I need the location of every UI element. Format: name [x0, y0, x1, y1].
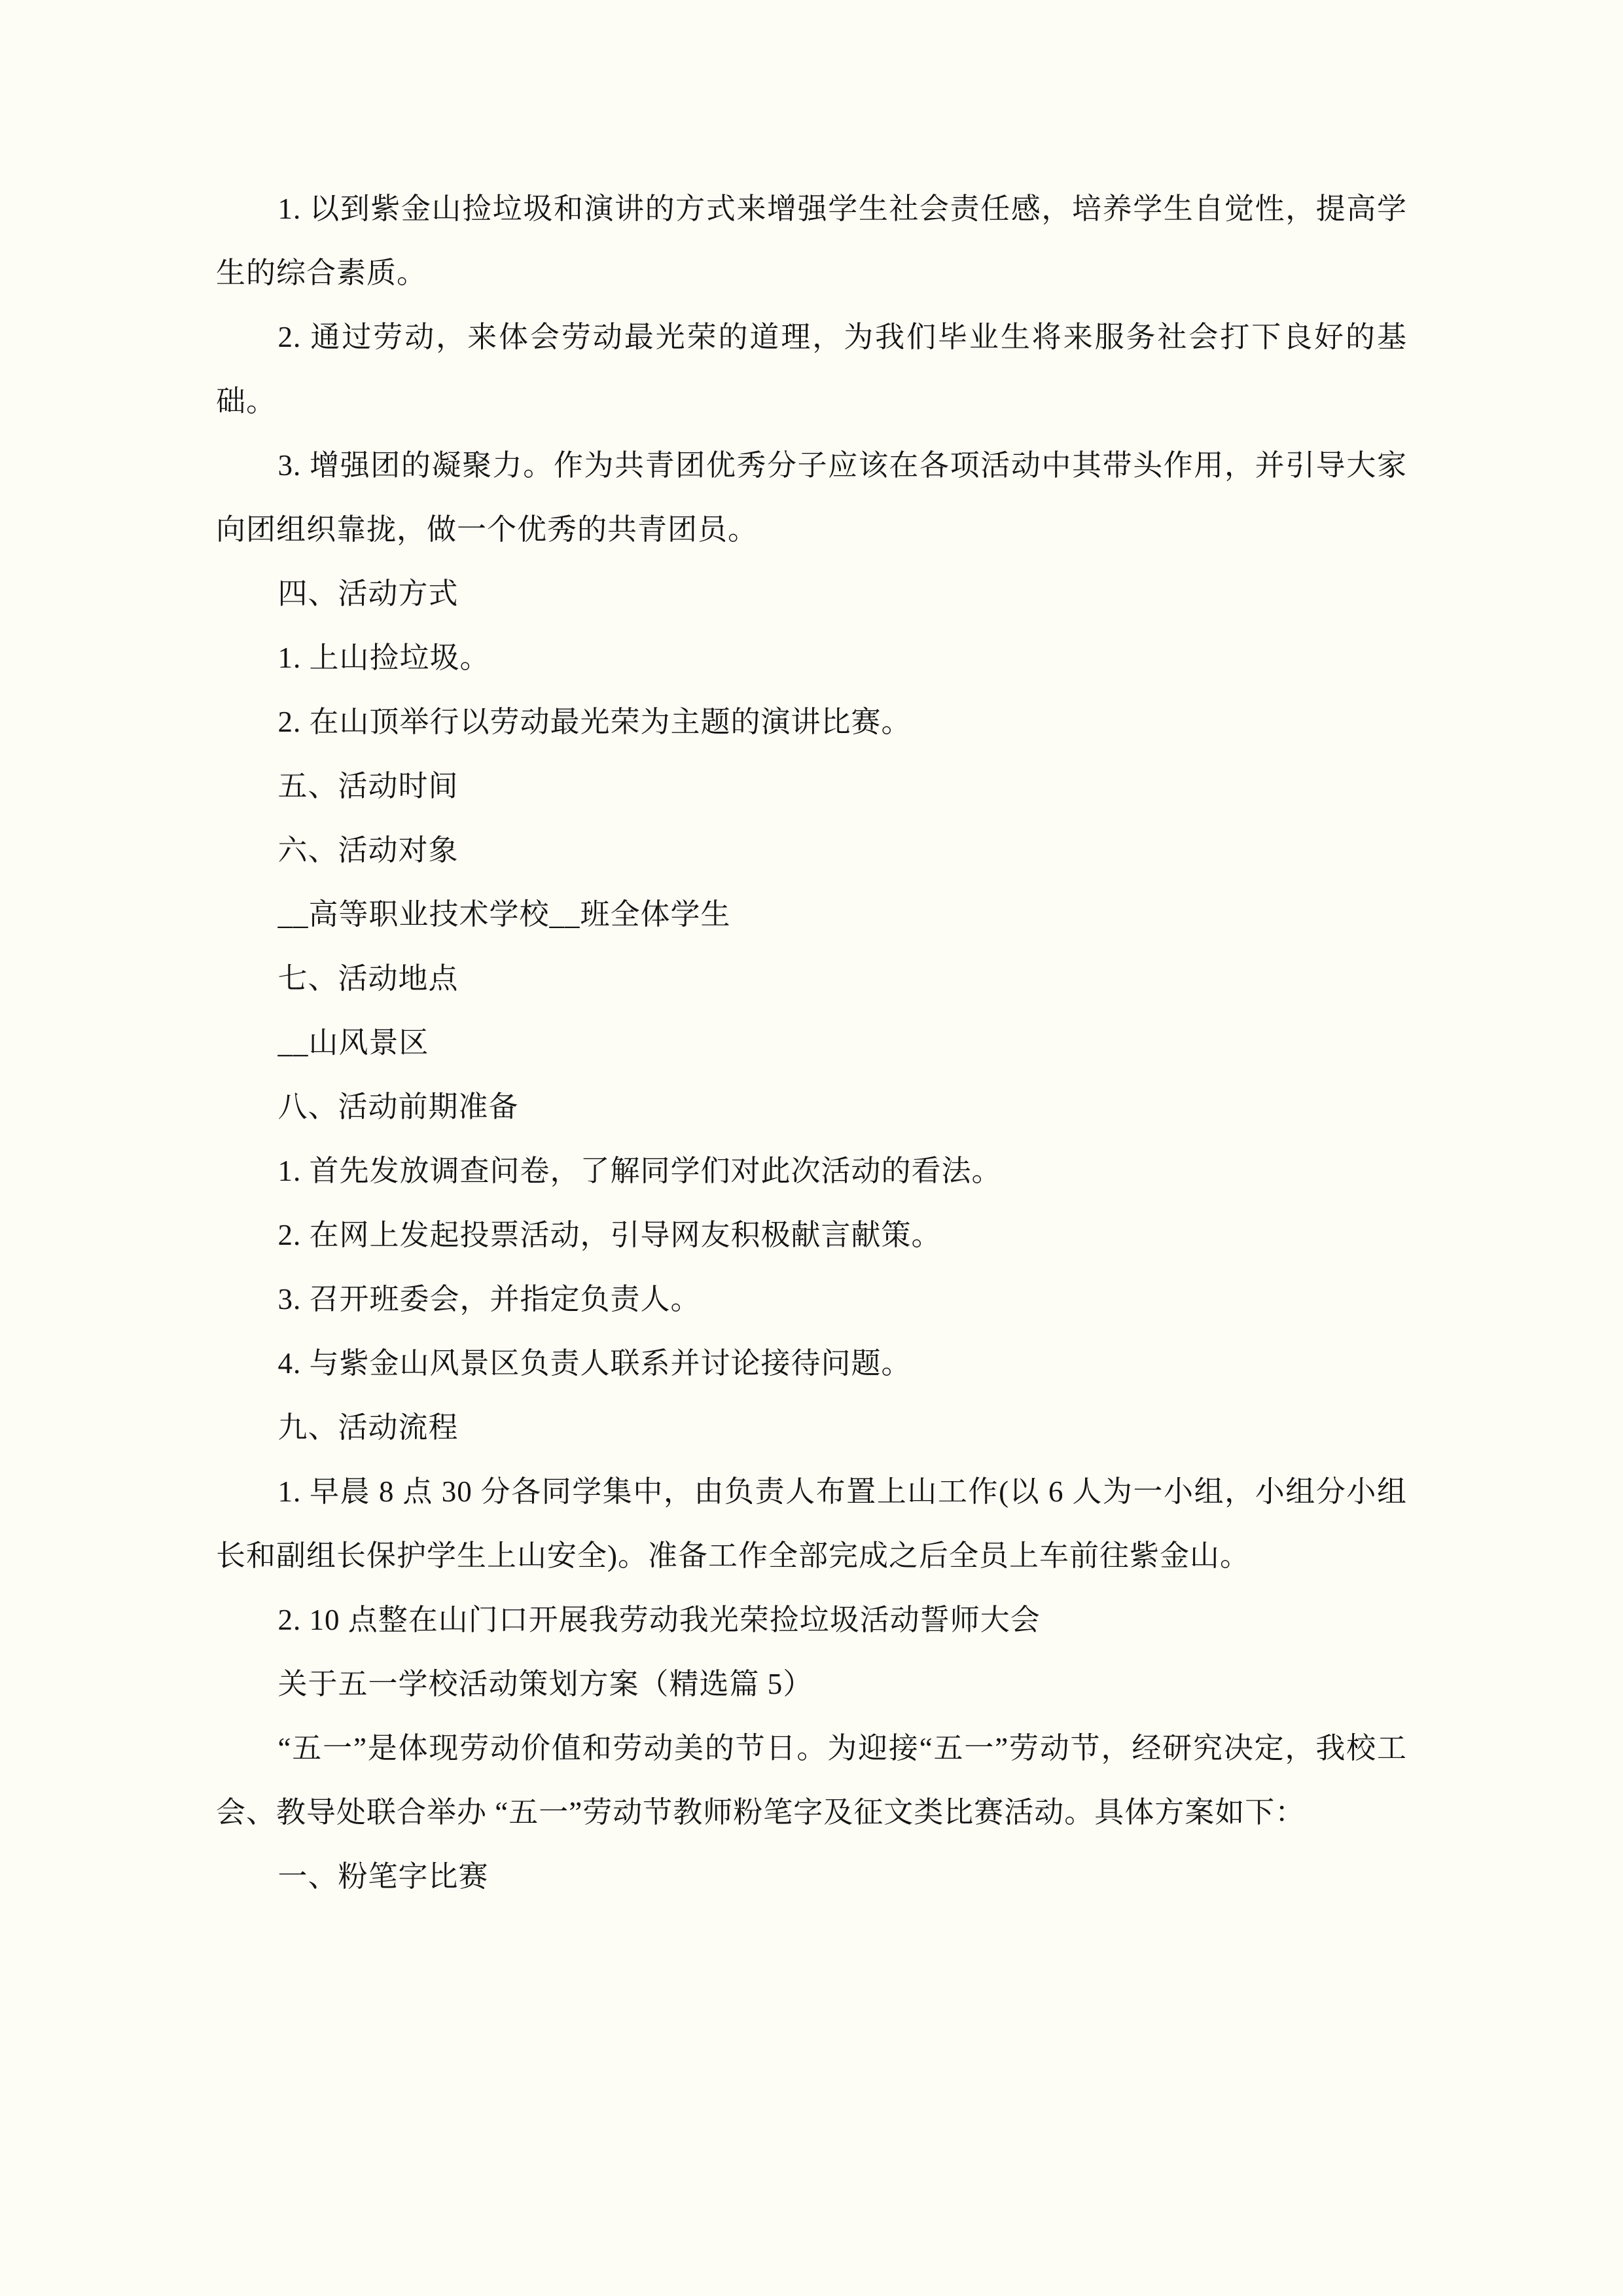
section-heading: 九、活动流程 — [277, 1411, 459, 1444]
paragraph: 4. 与紫金山风景区负责人联系并讨论接待问题。 — [277, 1347, 912, 1380]
paragraph: 1. 早晨 8 点 30 分各同学集中，由负责人布置上山工作(以 6 人为一小组，小组分小组长和副组长保护学生上山安全)。准备工作全部完成之后全员上车前往紫金山。 — [216, 1475, 1407, 1572]
section-heading: 一、粉笔字比赛 — [277, 1860, 489, 1893]
paragraph: 3. 增强团的凝聚力。作为共青团优秀分子应该在各项活动中其带头作用，并引导大家向团组织靠拢，做一个优秀的共青团员。 — [216, 449, 1407, 546]
paragraph: __山风景区 — [277, 1026, 429, 1059]
paragraph: “五一”是体现劳动价值和劳动美的节日。为迎接“五一”劳动节，经研究决定，我校工会、教导处联合举办 “五一”劳动节教师粉笔字及征文类比赛活动。具体方案如下： — [216, 1732, 1407, 1829]
paragraph: 2. 10 点整在山门口开展我劳动我光荣捡垃圾活动誓师大会 — [277, 1604, 1041, 1636]
section-heading: 四、活动方式 — [277, 577, 459, 610]
paragraph: 2. 通过劳动，来体会劳动最光荣的道理，为我们毕业生将来服务社会打下良好的基础。 — [216, 321, 1407, 418]
section-heading: 六、活动对象 — [277, 834, 459, 867]
paragraph: 1. 首先发放调查问卷，了解同学们对此次活动的看法。 — [277, 1155, 1002, 1187]
paragraph: 3. 召开班委会，并指定负责人。 — [277, 1283, 701, 1316]
section-title: 关于五一学校活动策划方案（精选篇 5） — [277, 1668, 813, 1700]
section-heading: 五、活动时间 — [277, 770, 459, 802]
paragraph: 2. 在网上发起投票活动，引导网友积极献言献策。 — [277, 1219, 942, 1251]
paragraph: 1. 上山捡垃圾。 — [277, 641, 490, 674]
paragraph: 1. 以到紫金山捡垃圾和演讲的方式来增强学生社会责任感，培养学生自觉性，提高学生的综合素质。 — [216, 192, 1407, 289]
paragraph: 2. 在山顶举行以劳动最光荣为主题的演讲比赛。 — [277, 706, 912, 738]
paragraph: __高等职业技术学校__班全体学生 — [277, 898, 731, 931]
section-heading: 八、活动前期准备 — [277, 1090, 519, 1123]
section-heading: 七、活动地点 — [277, 962, 459, 995]
document-body — [216, 177, 1407, 1909]
